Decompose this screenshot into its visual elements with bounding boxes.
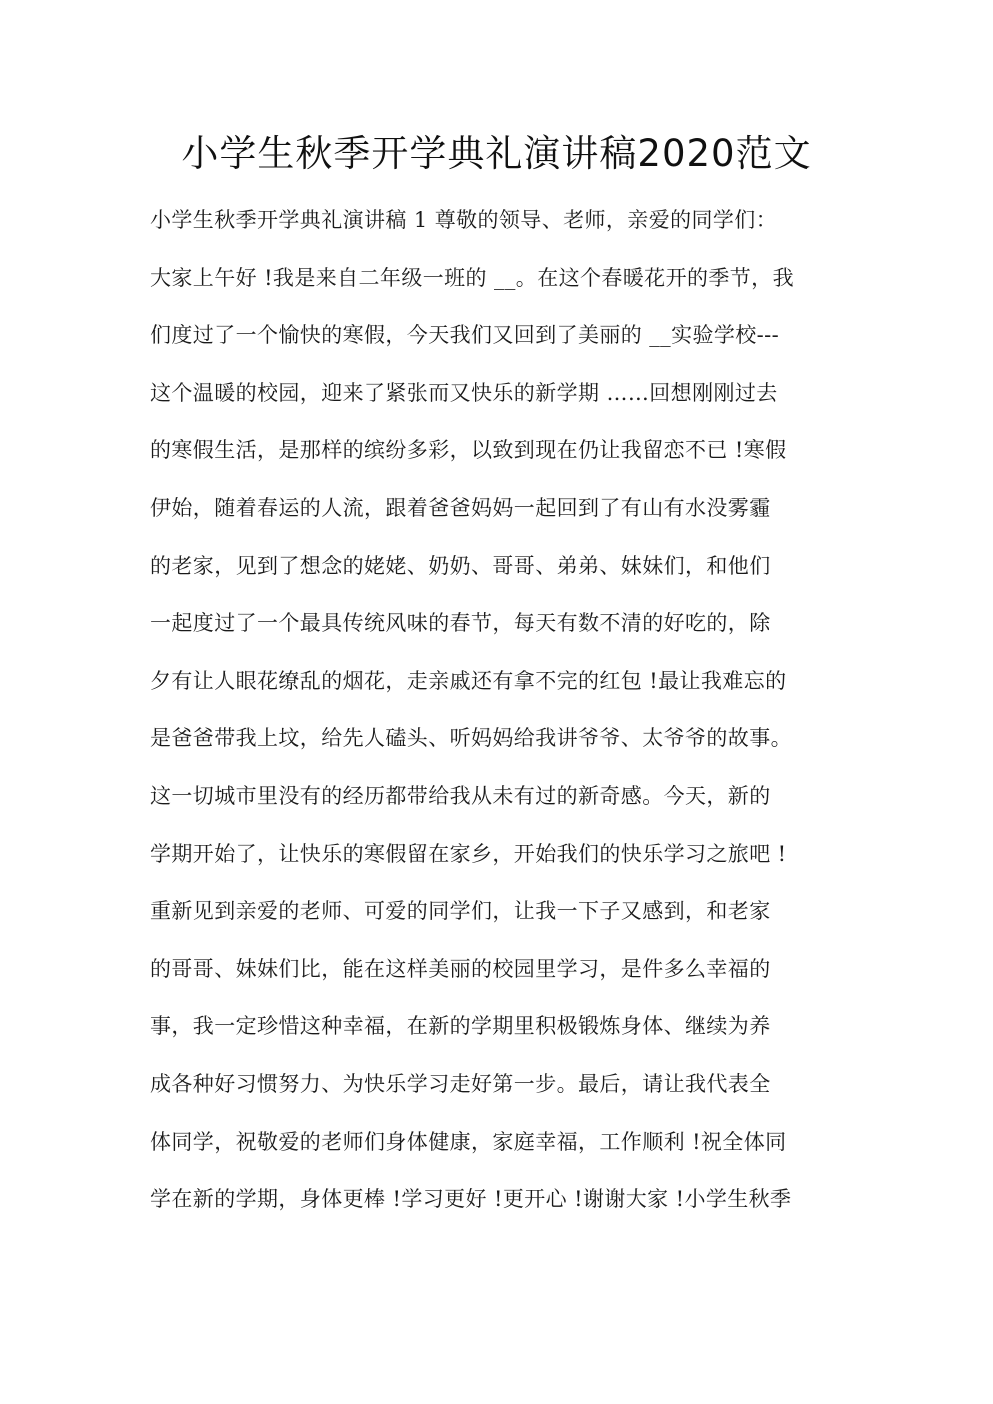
paragraph-line: 一起度过了一个最具传统风味的春节，每天有数不清的好吃的，除 (150, 611, 771, 636)
document-title: 小学生秋季开学典礼演讲稿2020范文 (181, 132, 812, 175)
paragraph-line: 的哥哥、妹妹们比，能在这样美丽的校园里学习，是件多么幸福的 (150, 956, 771, 981)
paragraph-line: 体同学，祝敬爱的老师们身体健康，家庭幸福，工作顺利 !祝全体同 (150, 1129, 787, 1154)
paragraph-line: 的老家，见到了想念的姥姥、奶奶、哥哥、弟弟、妹妹们，和他们 (150, 553, 771, 578)
paragraph-line: 们度过了一个愉快的寒假，今天我们又回到了美丽的 __实验学校--- (150, 323, 780, 348)
paragraph-line: 这个温暖的校园，迎来了紧张而又快乐的新学期 ……回想刚刚过去 (150, 380, 778, 405)
paragraph-line: 夕有让人眼花缭乱的烟花，走亲戚还有拿不完的红包 !最让我难忘的 (150, 668, 787, 693)
paragraph-line: 成各种好习惯努力、为快乐学习走好第一步。最后，请让我代表全 (150, 1071, 771, 1096)
paragraph-line: 的寒假生活，是那样的缤纷多彩，以致到现在仍让我留恋不已 !寒假 (150, 438, 787, 463)
paragraph-line: 大家上午好 !我是来自二年级一班的 __。在这个春暖花开的季节，我 (150, 265, 794, 290)
paragraph-line: 学期开始了，让快乐的寒假留在家乡，开始我们的快乐学习之旅吧 ! (150, 841, 787, 866)
paragraph-line: 重新见到亲爱的老师、可爱的同学们，让我一下子又感到，和老家 (150, 899, 771, 924)
paragraph-line: 是爸爸带我上坟，给先人磕头、听妈妈给我讲爷爷、太爷爷的故事。 (150, 726, 792, 751)
paragraph-line: 学在新的学期，身体更棒 !学习更好 !更开心 !谢谢大家 !小学生秋季 (150, 1187, 792, 1212)
paragraph-line: 伊始，随着春运的人流，跟着爸爸妈妈一起回到了有山有水没雾霾 (150, 495, 771, 520)
document-body (150, 198, 850, 1235)
paragraph-line: 小学生秋季开学典礼演讲稿 1 尊敬的领导、老师，亲爱的同学们： (150, 208, 778, 232)
paragraph-line: 这一切城市里没有的经历都带给我从未有过的新奇感。今天，新的 (150, 783, 771, 808)
paragraph-line: 事，我一定珍惜这种幸福，在新的学期里积极锻炼身体、继续为养 (150, 1014, 771, 1039)
